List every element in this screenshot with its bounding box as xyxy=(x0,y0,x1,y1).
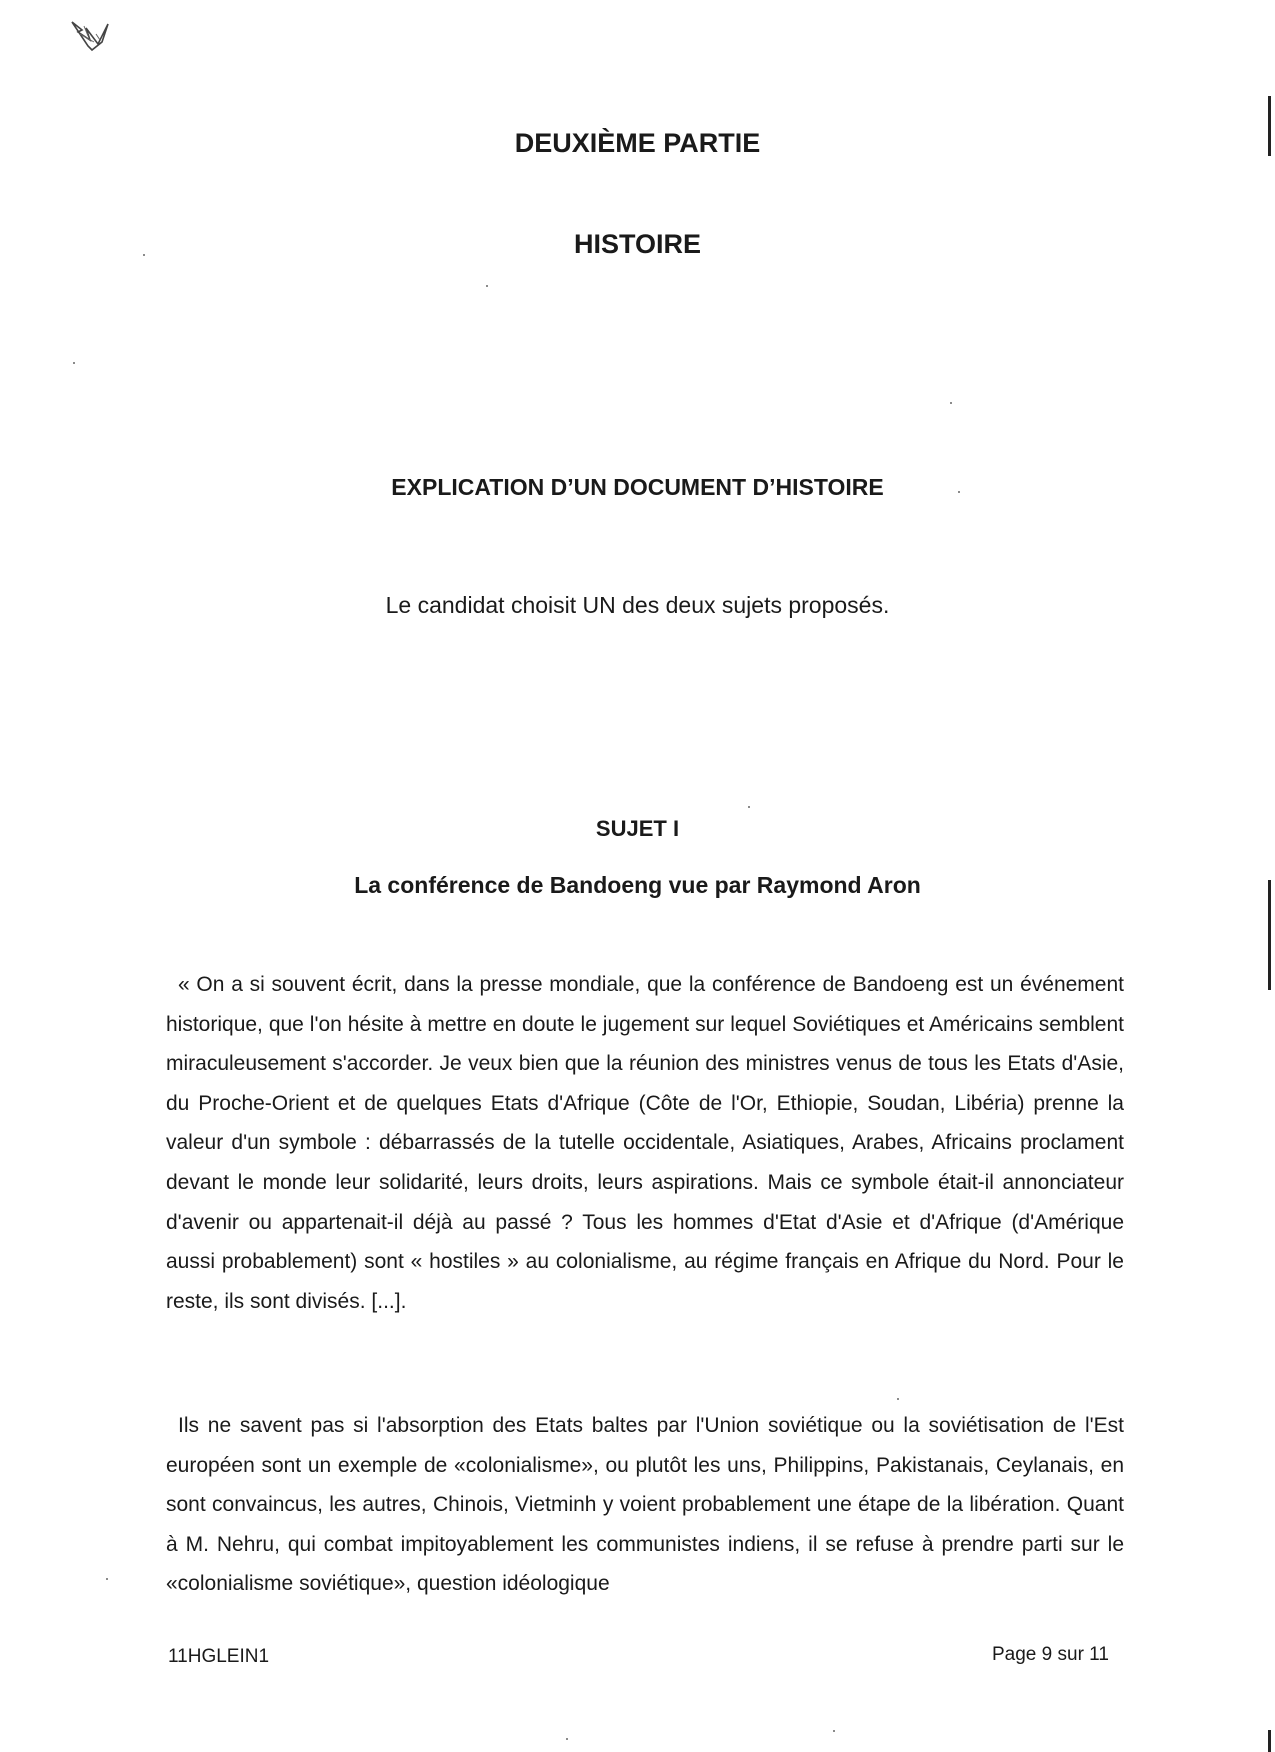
footer-code: 11HGLEIN1 xyxy=(168,1646,270,1667)
scan-edge-mark xyxy=(1268,880,1271,990)
scan-speck xyxy=(486,285,488,287)
section-title: HISTOIRE xyxy=(573,229,702,259)
scan-speck xyxy=(958,491,960,493)
document-paragraph xyxy=(166,965,1124,1321)
paragraph-text: « On a si souvent écrit, dans la presse mondiale, que la conférence de Bandoeng est un événement historique, que l'on hésite à mettre en doute le jugement sur lequel Soviétiques et Américains semblent miraculeusement s'accorder. Je veux bien que la réunion des ministres venus de tous les Etats d'Asie, du Proche-Orient et de quelques Etats d'Afrique (Côte de l'Or, Ethiopie, Soudan, Libéria) prenne la valeur d'un symbole : débarrassés de la tutelle occidentale, Asiatiques, Arabes, Africains proclament devant le monde leur solidarité, leurs droits, leurs aspirations. Mais ce symbole était-il annonciateur d'avenir ou appartenait-il déjà au passé ? Tous les hommes d'Etat d'Asie et d'Afrique (d'Amérique aussi probablement) sont « hostiles » au colonialisme, au régime français en Afrique du Nord. Pour le reste, ils sont divisés. [...]. xyxy=(166,973,1124,1313)
exercise-title: EXPLICATION D’UN DOCUMENT D’HISTOIRE xyxy=(391,474,884,500)
scan-edge-mark xyxy=(1268,96,1271,156)
scan-speck xyxy=(833,1730,835,1732)
footer-page-number: Page 9 sur 11 xyxy=(992,1644,1109,1665)
subject-title: La conférence de Bandoeng vue par Raymond Aron xyxy=(354,872,921,898)
scan-speck xyxy=(143,254,145,256)
instruction-text: Le candidat choisit UN des deux sujets proposés. xyxy=(385,592,890,618)
subject-label: SUJET I xyxy=(595,816,680,841)
scan-speck xyxy=(106,1578,108,1580)
part-title: DEUXIÈME PARTIE xyxy=(514,128,761,158)
scan-speck xyxy=(950,402,952,404)
paragraph-text: Ils ne savent pas si l'absorption des Etats baltes par l'Union soviétique ou la soviétisation de l'Est européen sont un exemple de «colonialisme», ou plutôt les uns, Philippins, Pakistanais, Ceylanais, en sont convaincus, les autres, Chinois, Vietminh y voient probablement une étape de la libération. Quant à M. Nehru, qui combat impitoyablement les communistes indiens, il se refuse à prendre parti sur le «colonialisme soviétique», question idéologique xyxy=(166,1414,1124,1596)
scan-speck xyxy=(748,806,750,808)
scan-speck xyxy=(566,1738,568,1740)
document-paragraph xyxy=(166,1406,1124,1604)
scan-speck xyxy=(897,1398,899,1400)
scan-edge-mark xyxy=(1268,1730,1271,1752)
scan-mark-icon xyxy=(68,20,128,60)
scan-speck xyxy=(73,362,75,364)
